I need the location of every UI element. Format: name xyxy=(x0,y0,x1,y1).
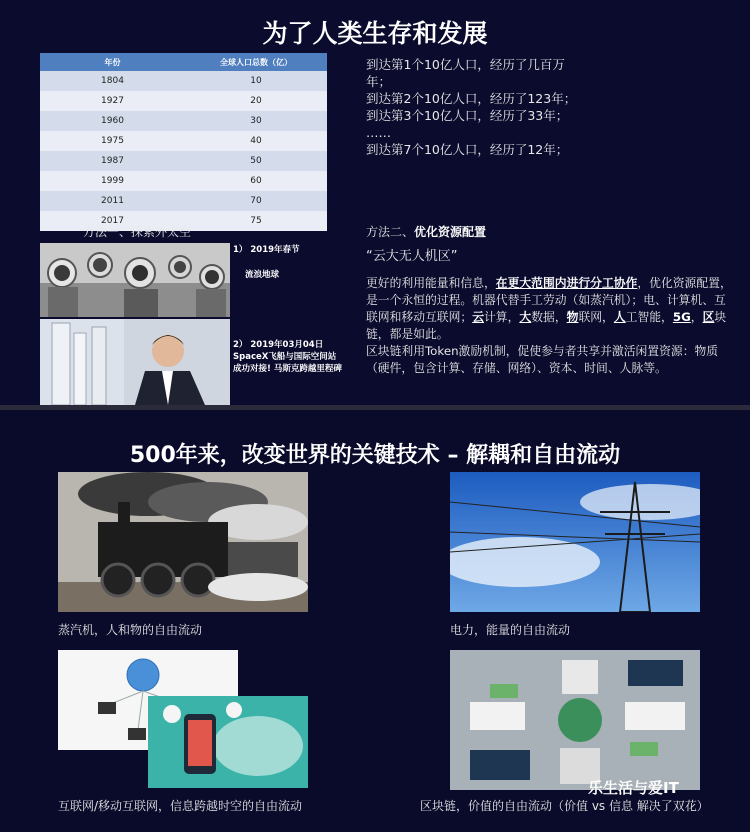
text-run: ，优化资源配置，是一个永恒的过程。机器代替手工劳动（如蒸汽机）；电、计算机、互联网和移动互联网； xyxy=(366,276,732,324)
column-header-population: 全球人口总数（亿） xyxy=(185,53,327,71)
method2-title: 优化资源配置 xyxy=(414,225,487,239)
population-cell: 40 xyxy=(185,131,327,151)
milestone-line: …… xyxy=(366,125,391,140)
text-run: 计算， xyxy=(484,310,520,324)
highlight-run: 物 xyxy=(566,310,579,324)
cloud-quote: “云大无人机区” xyxy=(366,249,458,264)
milestone-line: 到达第7个10亿人口，经历了12年； xyxy=(366,142,569,157)
population-cell: 10 xyxy=(185,71,327,91)
year-cell: 1975 xyxy=(40,131,185,151)
year-cell: 1999 xyxy=(40,171,185,191)
year-cell: 1987 xyxy=(40,151,185,171)
text-run: ， xyxy=(690,310,703,324)
table-row xyxy=(40,151,327,171)
blockchain-paragraph: 区块链利用Token激励机制，促使参与者共享并激活闲置资源：物质（硬件，包含计算、存储、网络）、资本、时间、人脉等。 xyxy=(366,344,719,375)
population-cell: 20 xyxy=(185,91,327,111)
population-cell: 50 xyxy=(185,151,327,171)
table-row xyxy=(40,171,327,191)
mobile-internet-photo xyxy=(148,696,308,788)
billion-milestones xyxy=(366,56,606,158)
year-cell: 2017 xyxy=(40,211,185,231)
population-cell: 60 xyxy=(185,171,327,191)
population-cell: 75 xyxy=(185,211,327,231)
caption-internet: 互联网/移动互联网，信息跨越时空的自由流动 xyxy=(58,799,303,813)
year-cell: 1804 xyxy=(40,71,185,91)
slide-survival xyxy=(0,0,750,405)
blockchain-photo xyxy=(450,650,700,790)
highlight-run: 云 xyxy=(472,310,484,324)
table-row xyxy=(40,91,327,111)
caption-steam: 蒸汽机，人和物的自由流动 xyxy=(58,623,203,637)
highlight-run: 在更大范围内进行分工协作 xyxy=(495,276,638,290)
text-run: 块链，都是如此。 xyxy=(366,310,727,341)
year-cell: 1927 xyxy=(40,91,185,111)
milestone-line: 到达第1个10亿人口，经历了几百万 xyxy=(366,57,565,72)
caption-spacex-docking: 2） 2019年03月04日 SpaceX飞船与国际空间站成功对接! 马斯克跨越里程碑 xyxy=(233,340,342,374)
table-row xyxy=(40,131,327,151)
year-cell: 1960 xyxy=(40,111,185,131)
highlight-run: 区 xyxy=(702,310,715,324)
musk-rocket-photo xyxy=(40,319,230,405)
table-header-row xyxy=(40,53,327,71)
caption-electricity: 电力，能量的自由流动 xyxy=(450,623,571,637)
slide-title: 500年来，改变世界的关键技术 – 解耦和自由流动 xyxy=(129,443,621,468)
highlight-run: 人 xyxy=(613,310,626,324)
slide-title: 为了人类生存和发展 xyxy=(262,19,488,48)
steam-train-photo xyxy=(58,472,308,612)
population-table xyxy=(40,53,327,231)
method2-paragraph xyxy=(366,275,736,343)
text-run: 更好的利用能量和信息， xyxy=(366,276,496,290)
wechat-watermark: 乐生活与爱IT xyxy=(588,779,679,797)
method2-label xyxy=(366,224,486,241)
table-row xyxy=(40,111,327,131)
slide-key-technologies xyxy=(0,410,750,832)
caption-blockchain: 区块链，价值的自由流动（价值 vs 信息 解决了双花） xyxy=(420,799,709,813)
text-run: 联网， xyxy=(578,310,614,324)
caption-wandering-earth-date: 1） 2019年春节 xyxy=(233,245,300,255)
caption-wandering-earth: 流浪地球 xyxy=(245,270,280,280)
text-run: 数据， xyxy=(531,310,567,324)
wandering-earth-photo xyxy=(40,243,230,317)
population-cell: 70 xyxy=(185,191,327,211)
highlight-run: 5G xyxy=(672,310,691,324)
column-header-year: 年份 xyxy=(40,53,185,71)
table-row xyxy=(40,71,327,91)
population-cell: 30 xyxy=(185,111,327,131)
year-cell: 2011 xyxy=(40,191,185,211)
milestone-line: 年； xyxy=(366,74,392,89)
method1-label: 方法一、探索外太空 xyxy=(83,225,192,239)
milestone-line: 到达第3个10亿人口，经历了33年； xyxy=(366,108,569,123)
power-tower-photo xyxy=(450,472,700,612)
highlight-run: 大 xyxy=(519,310,532,324)
table-row xyxy=(40,191,327,211)
method2-prefix: 方法二、 xyxy=(366,225,415,239)
milestone-line: 到达第2个10亿人口，经历了123年； xyxy=(366,91,577,106)
text-run: 工智能， xyxy=(625,310,673,324)
